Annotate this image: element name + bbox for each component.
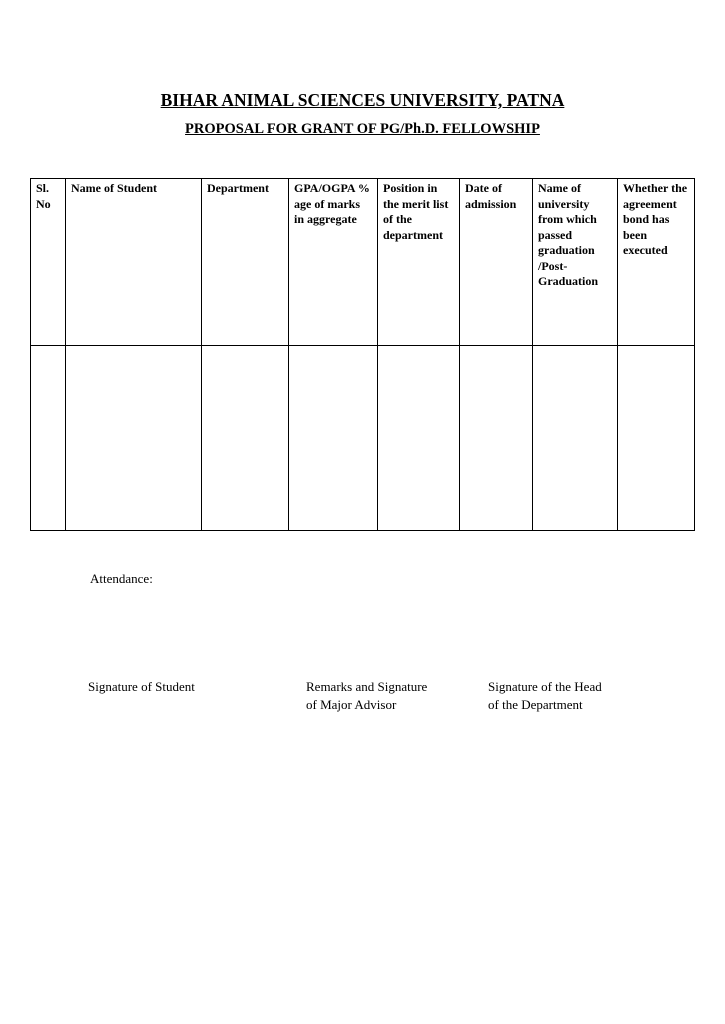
cell-name-of-student[interactable]	[66, 346, 202, 531]
student-signature-label: Signature of Student	[88, 679, 195, 694]
student-signature-block	[88, 678, 195, 696]
column-header-merit-position: Position in the merit list of the department	[378, 179, 460, 346]
advisor-signature-label-line1: Remarks and Signature	[306, 679, 428, 694]
table-row	[31, 346, 695, 531]
advisor-signature-block	[306, 678, 427, 714]
cell-university[interactable]	[533, 346, 618, 531]
column-header-date-of-admission: Date of admission	[460, 179, 533, 346]
advisor-signature-label-line2: of Major Advisor	[306, 697, 397, 712]
column-header-name-of-student: Name of Student	[66, 179, 202, 346]
university-title: BIHAR ANIMAL SCIENCES UNIVERSITY, PATNA	[160, 90, 565, 110]
column-header-gpa: GPA/OGPA % age of marks in aggregate	[289, 179, 378, 346]
cell-agreement-bond[interactable]	[618, 346, 695, 531]
column-header-sl-no: Sl. No	[31, 179, 66, 346]
cell-date-of-admission[interactable]	[460, 346, 533, 531]
cell-sl-no[interactable]	[31, 346, 66, 531]
cell-department[interactable]	[202, 346, 289, 531]
attendance-label: Attendance:	[90, 571, 153, 586]
cell-gpa[interactable]	[289, 346, 378, 531]
table-header-row	[31, 179, 695, 346]
column-header-agreement-bond: Whether the agreement bond has been executed	[618, 179, 695, 346]
fellowship-table	[30, 178, 695, 531]
head-signature-label-line1: Signature of the Head	[488, 679, 602, 694]
column-header-university: Name of university from which passed graduation /Post-Graduation	[533, 179, 618, 346]
cell-merit-position[interactable]	[378, 346, 460, 531]
head-signature-label-line2: of the Department	[488, 697, 583, 712]
column-header-department: Department	[202, 179, 289, 346]
head-signature-block	[488, 678, 602, 714]
form-title: PROPOSAL FOR GRANT OF PG/Ph.D. FELLOWSHIP	[185, 121, 540, 137]
